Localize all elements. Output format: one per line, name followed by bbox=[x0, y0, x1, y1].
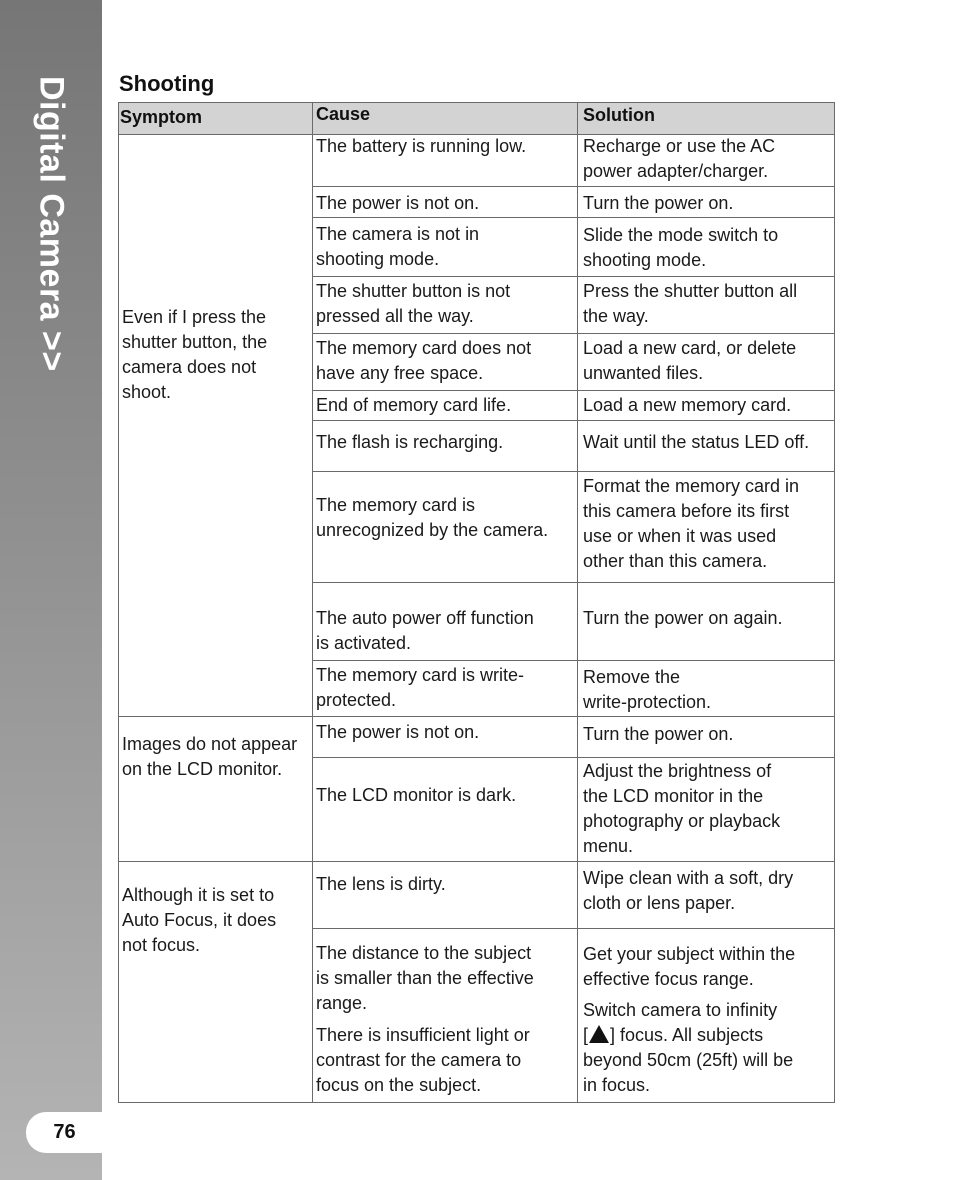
row-divider bbox=[312, 390, 834, 391]
solution-cell: Turn the power on. bbox=[583, 193, 734, 213]
row-divider bbox=[312, 333, 834, 334]
cause-cell: The auto power off function is activated. bbox=[316, 608, 534, 653]
cause-cell: The LCD monitor is dark. bbox=[316, 785, 517, 805]
row-divider bbox=[312, 928, 834, 929]
column-divider bbox=[312, 103, 313, 1102]
cause-cell: There is insufficient light or contrast for the camera to focus on the subject. bbox=[316, 1025, 530, 1095]
cause-cell: The battery is running low. bbox=[316, 136, 527, 156]
solution-cell: Switch camera to infinity [ ] focus. All subjects beyond 50cm (25ft) will be in focus. bbox=[583, 1000, 794, 1095]
cause-cell: The memory card is write- protected. bbox=[316, 665, 525, 710]
cause-cell: The flash is recharging. bbox=[316, 432, 504, 452]
row-divider bbox=[312, 471, 834, 472]
solution-cell: Press the shutter button all the way. bbox=[583, 281, 798, 326]
cause-cell: The memory card does not have any free space. bbox=[316, 338, 532, 383]
page-number: 76 bbox=[53, 1121, 76, 1143]
row-divider bbox=[312, 757, 834, 758]
cause-cell: End of memory card life. bbox=[316, 395, 512, 415]
row-divider bbox=[312, 186, 834, 187]
symptom-cell: Although it is set to Auto Focus, it does not focus. bbox=[122, 885, 277, 955]
header-symptom: Symptom bbox=[120, 107, 203, 127]
row-divider bbox=[312, 582, 834, 583]
cause-cell: The camera is not in shooting mode. bbox=[316, 224, 480, 269]
row-divider bbox=[312, 217, 834, 218]
symptom-cell: Images do not appear on the LCD monitor. bbox=[122, 734, 298, 779]
mountain-icon bbox=[589, 1025, 609, 1043]
solution-cell: Adjust the brightness of the LCD monitor in the photography or playback menu. bbox=[583, 761, 781, 856]
row-divider bbox=[312, 660, 834, 661]
cause-cell: The shutter button is not pressed all the way. bbox=[316, 281, 511, 326]
solution-cell: Turn the power on again. bbox=[583, 608, 783, 628]
cause-cell: The power is not on. bbox=[316, 722, 480, 742]
solution-cell: Remove the write-protection. bbox=[583, 667, 712, 712]
row-divider bbox=[119, 861, 834, 862]
side-band bbox=[0, 0, 102, 1180]
cause-cell: The lens is dirty. bbox=[316, 874, 446, 894]
solution-cell: Turn the power on. bbox=[583, 724, 734, 744]
header-solution: Solution bbox=[583, 105, 655, 125]
row-divider bbox=[119, 716, 834, 717]
solution-cell: Format the memory card in this camera before its first use or when it was used other than this camera. bbox=[583, 476, 800, 571]
chapter-title: Digital Camera >> bbox=[32, 76, 71, 372]
header-cause: Cause bbox=[316, 104, 371, 124]
solution-cell: Get your subject within the effective focus range. bbox=[583, 944, 796, 989]
row-divider bbox=[312, 420, 834, 421]
section-title: Shooting bbox=[119, 71, 215, 96]
solution-cell: Wait until the status LED off. bbox=[583, 432, 810, 452]
column-divider bbox=[577, 103, 578, 1102]
solution-cell: Load a new memory card. bbox=[583, 395, 792, 415]
solution-cell: Recharge or use the AC power adapter/charger. bbox=[583, 136, 776, 181]
solution-cell: Load a new card, or delete unwanted files. bbox=[583, 338, 797, 383]
solution-cell: Wipe clean with a soft, dry cloth or lens paper. bbox=[583, 868, 794, 913]
solution-cell: Slide the mode switch to shooting mode. bbox=[583, 225, 779, 270]
cause-cell: The distance to the subject is smaller than the effective range. bbox=[316, 943, 534, 1013]
cause-cell: The memory card is unrecognized by the camera. bbox=[316, 495, 549, 540]
symptom-cell: Even if I press the shutter button, the camera does not shoot. bbox=[122, 307, 268, 402]
row-divider bbox=[312, 276, 834, 277]
cause-cell: The power is not on. bbox=[316, 193, 480, 213]
